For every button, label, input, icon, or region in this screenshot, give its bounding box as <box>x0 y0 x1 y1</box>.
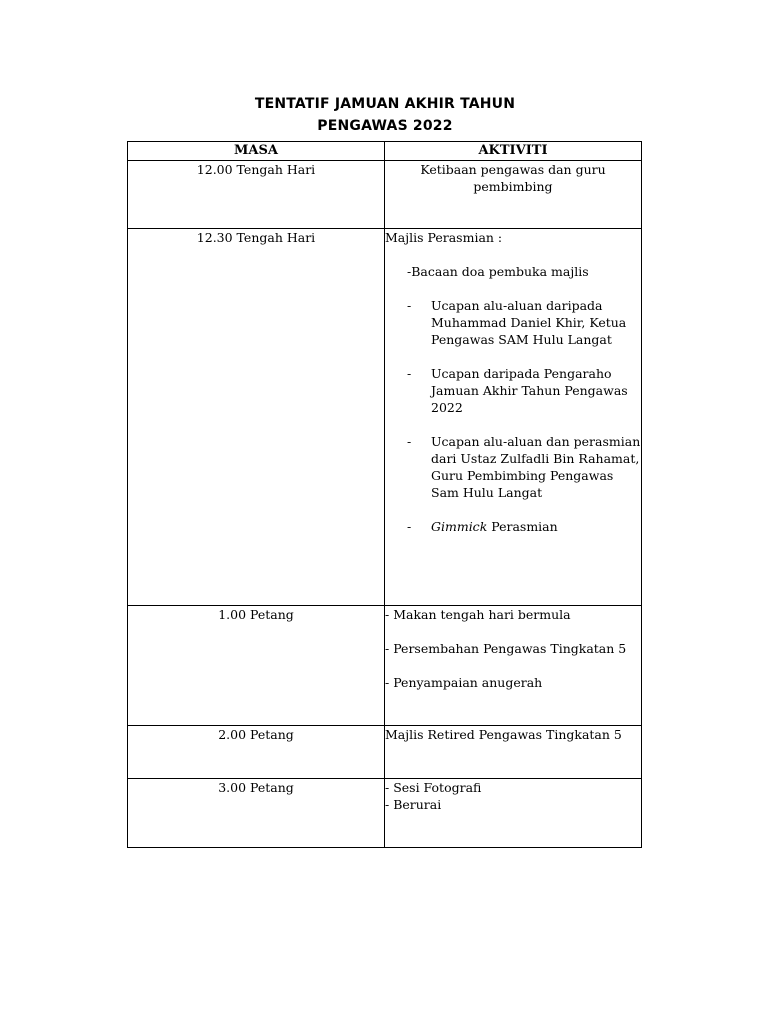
activity-heading: Majlis Perasmian : <box>385 230 503 245</box>
row-time: 3.00 Petang <box>128 779 385 848</box>
table-row <box>128 229 642 606</box>
activity-subitem: -Bacaan doa pembuka majlis <box>407 264 589 279</box>
row-time: 1.00 Petang <box>128 606 385 726</box>
table-header-row <box>128 142 642 161</box>
row-activity <box>385 161 642 229</box>
row-time: 12.30 Tengah Hari <box>128 229 385 606</box>
column-header-masa: MASA <box>128 142 385 161</box>
list-item: - Penyampaian anugerah <box>385 675 543 690</box>
list-item: - Ucapan daripada Pengaraho Jamuan Akhir Tahun Pengawas 2022 <box>407 366 628 415</box>
document-title-line2: PENGAWAS 2022 <box>317 118 453 134</box>
row-activity: Majlis Retired Pengawas Tingkatan 5 <box>385 726 642 779</box>
list-item: - Ucapan alu-aluan daripada Muhammad Daniel Khir, Ketua Pengawas SAM Hulu Langat <box>407 298 627 347</box>
column-header-aktiviti: AKTIVITI <box>385 142 642 161</box>
list-item: - Sesi Fotografi <box>385 780 482 795</box>
gimmick-word: Gimmick <box>431 519 488 534</box>
list-item: - Persembahan Pengawas Tingkatan 5 <box>385 641 627 656</box>
activity-text: Ketibaan pengawas dan guru pembimbing <box>420 162 606 194</box>
row-time: 2.00 Petang <box>128 726 385 779</box>
table-row <box>128 779 642 848</box>
row-activity <box>385 779 642 848</box>
list-item: - Makan tengah hari bermula <box>385 607 571 622</box>
table-row <box>128 726 642 779</box>
list-item: - Gimmick Perasmian <box>407 519 558 534</box>
row-activity <box>385 229 642 606</box>
document-title-line1: TENTATIF JAMUAN AKHIR TAHUN <box>254 96 516 112</box>
row-time: 12.00 Tengah Hari <box>128 161 385 229</box>
list-item: - Ucapan alu-aluan dan perasmian dari Ustaz Zulfadli Bin Rahamat, Guru Pembimbing Pengawas Sam Hulu Langat <box>407 434 641 500</box>
table-row <box>128 161 642 229</box>
list-item: - Berurai <box>385 797 442 812</box>
row-activity <box>385 606 642 726</box>
schedule-table <box>127 141 642 848</box>
table-row <box>128 606 642 726</box>
